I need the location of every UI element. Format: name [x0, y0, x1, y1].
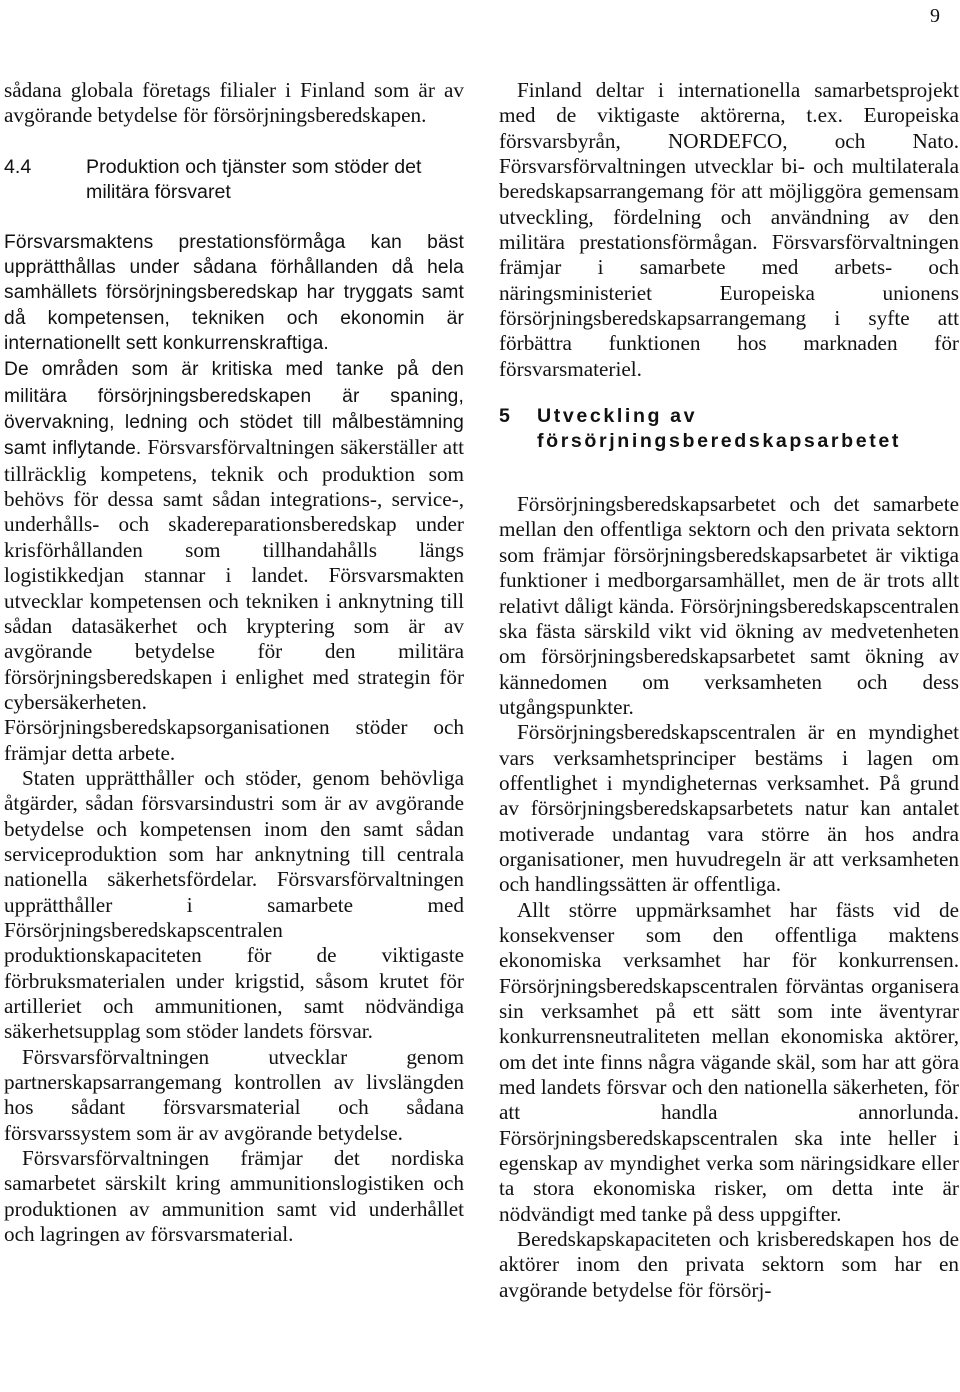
right-column: [499, 78, 959, 1303]
paragraph-prestationsformaga: Försvarsmaktens prestationsförmåga kan bäst upprätthållas under sådana förhållanden då hela samhällets försörjningsberedskap har tryggats samt då kompetensen, tekniken och ekonomin är internationellt sett konkurrenskraftiga.: [4, 231, 464, 355]
paragraph-forsorjningsberedskapsarbetet: Försörjningsberedskapsarbetet och det samarbete mellan den offentliga sektorn och den privata sektorn som främjar försörjningsberedskapsarbetet är viktiga funktioner i medborgarsamhället, men de är trots allt relativt dåligt kända. Försörjningsberedskapscentralen ska fästa särskild vikt vid ökning av medvetenheten om försörjningsberedskapsarbetet samt ökning av kännedomen om verksamheten och dess utgångspunkter.: [499, 492, 959, 719]
paragraph-beredskapskapaciteten: Beredskapskapaciteten och krisberedskapen hos de aktörer inom den privata sektorn som har en avgörande betydelse för försörj-: [499, 1227, 959, 1302]
paragraph-kritiska-omraden-lead: De områden som är kritiska med tanke på den militära försörjningsberedskapen är spaning, övervakning, ledning och stödet till målbestämning samt inflytande.: [4, 359, 464, 460]
section-heading-5: [499, 404, 959, 454]
paragraph-konkurrens: Allt större uppmärksamhet har fästs vid de konsekvenser som den offentliga maktens ekonomiska verksamhet har för konkurrensen. Försörjningsberedskapscentralen förväntas organisera sin verksamhet på ett sätt som inte äventyrar konkurrensneutraliteten mellan ekonomiska aktörer, om det inte finns några vägande skäl, som har att göra med landets försvar och den nationella säkerheten, för att handla annorlunda. Försörjningsberedskapscentralen ska inte heller i egenskap av myndighet verka som näringsidkare eller ta stora ekonomiska risker, om detta inte är nödvändigt med tanke på dess uppgifter.: [499, 897, 959, 1226]
paragraph-kritiska-omraden: [4, 356, 464, 766]
paragraph-myndighet: Försörjningsberedskapscentralen är en myndighet vars verksamhetsprinciper bestäms i lagen om offentlighet i myndigheternas verksamhet. På grund av försörjningsberedskapsarbetets natur kan antalet motiverade undantag vara större än hos andra organisationer, men huvudregeln är att verksamheten och handlingssätten är offentliga.: [499, 720, 959, 897]
page-number: 9: [930, 5, 940, 27]
paragraph-partnerskap: Försvarsförvaltningen utvecklar genom partnerskapsarrangemang kontrollen av livslängden hos sådant försvarsmaterial och sådana försvarssystem som är av avgörande betydelse.: [4, 1044, 464, 1145]
paragraph-forsvarsindustri: Staten upprätthåller och stöder, genom behövliga åtgärder, sådan försvarsindustri som är av avgörande betydelse och kompetensen inom den samt sådan serviceproduktion som har anknytning till centrala nationella säkerhetsfördelar. Försvarsförvaltningen upprätthåller i samarbete med Försörjningsberedskapscentralen produktionskapaciteten för de viktigaste förbruksmaterialen under krigstid, såsom krutet för artilleriet och ammunitionen, samt nödvändiga säkerhetsupplag som stöder landets försvar.: [4, 765, 464, 1044]
paragraph-kritiska-omraden-rest: Försvarsförvaltningen säkerställer att tillräcklig kompetens, teknik och produktion som behövs för dessa samt sådan integrations-, service-, underhålls- och skadereparationsberedskap under krisförhållanden som tillhandahålls längs logistikkedjan stannar i landet. Försvarsmakten utvecklar kompetensen och tekniken i anknytning till sådan datasäkerhet och kryptering som är av avgörande betydelse för den militära försörjningsberedskapen i enlighet med strategin för cybersäkerheten. Försörjningsberedskapsorganisationen stöder och främjar detta arbete.: [4, 435, 464, 765]
section-title: Utveckling av försörjningsberedskapsarbetet: [537, 405, 901, 453]
paragraph-nordiska-samarbetet: Försvarsförvaltningen främjar det nordiska samarbetet särskilt kring ammunitionslogistiken och produktionen av ammunition samt vid underhållet och lagringen av försvarsmaterial.: [4, 1146, 464, 1247]
paragraph-internationella-samarbeten: Finland deltar i internationella samarbetsprojekt med de viktigaste aktörerna, t.ex. Europeiska försvarsbyrån, NORDEFCO, och Nato. Försvarsförvaltningen utvecklar bi- och multilaterala beredskapsarrangemang för att möjliggöra gemensam utveckling, fördelning och användning av den militära prestationsförmågan. Försvarsförvaltningen främjar i samarbete med arbets- och näringsministeriet Europeiska unionens försörjningsberedskapsarrangemang i syfte att förbättra funktionen hos marknaden för försvarsmateriel.: [499, 78, 959, 381]
section-number: 4.4: [4, 155, 32, 178]
section-heading-4-4: [4, 155, 464, 205]
intro-paragraph: sådana globala företags filialer i Finland som är av avgörande betydelse för försörjningsberedskapen.: [4, 78, 464, 128]
section-number: 5: [499, 405, 510, 428]
left-column: [4, 78, 464, 1247]
section-title: Produktion och tjänster som stöder det militära försvaret: [86, 155, 422, 203]
